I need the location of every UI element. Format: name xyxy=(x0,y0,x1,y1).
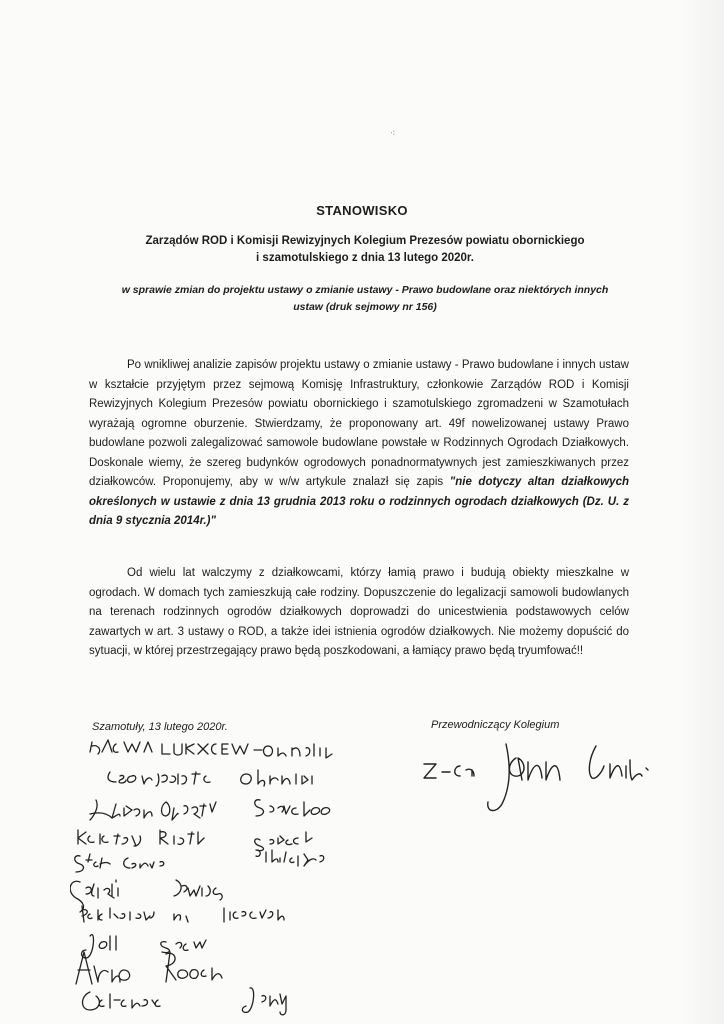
paragraph-1-text: Po wnikliwej analizie zapisów projektu ustawy o zmianie ustawy - Prawo budowlane i innych ustaw w kształcie przyjętym przez sejmową Komisję Infrastruktury, członkowie Zarządów ROD i Komisji Rewizyjnych Kolegium Prezesów powiatu obornickiego i szamotulskiego zgromadzeni w Szamotułach wyrażają ogromne oburzenie. Stwierdzamy, że proponowany art. 49f nowelizowanej ustawy Prawo budowlane pozwoli zalegalizować samowole budowlane powstałe w Rodzinnych Ogrodach Działkowych. Doskonale wiemy, że szereg budynków ogrodowych ponadnormatywnych jest zamieszkiwanych przez działkowców. Proponujemy, aby w w/w artykule znalazł się zapis xyxy=(89,359,629,488)
paragraph-1 xyxy=(89,356,629,532)
paragraph-2-text: Od wielu lat walczymy z działkowcami, którzy łamią prawo i budują obiekty mieszkalne w ogrodach. W domach tych zamieszkują całe rodziny. Dopuszczenie do legalizacji samowoli budowlanych na terenach rodzinnych ogrodów działkowych doprowadzi do unicestwienia podstawowych celów zawartych w art. 3 ustawy o ROD, a także idei istnienia ogrodów działkowych. Nie możemy dopuścić do sytuacji, w której przestrzegający prawo będą poszkodowani, a łamiący prawo będą tryumfować!! xyxy=(89,567,629,657)
signature-line-2 xyxy=(108,770,312,786)
signature-line-4 xyxy=(78,830,312,851)
signature-line-1 xyxy=(90,740,332,758)
document-title: STANOWISKO xyxy=(316,203,408,218)
chair-signature-prefix xyxy=(424,764,474,778)
signature-line-8 xyxy=(82,935,207,958)
page-shadow xyxy=(684,0,724,1024)
signature-line-5 xyxy=(75,850,324,872)
scan-speck: ⁖ xyxy=(390,128,396,138)
subtitle-line-1: Zarządów ROD i Komisji Rewizyjnych Kolegium Prezesów powiatu obornickiego xyxy=(145,235,585,247)
paragraph-1-quote: "nie dotyczy altan działkowych określonych w ustawie z dnia 13 grudnia 2013 roku o rodzinnych ogrodach działkowych (Dz. U. z dnia 9 stycznia 2014r.)" xyxy=(89,476,629,527)
document-subtitle xyxy=(110,233,620,267)
signature-line-3 xyxy=(90,800,330,820)
subtitle-line-2: i szamotulskiego z dnia 13 lutego 2020r. xyxy=(256,252,474,264)
subject-line-1: w sprawie zmian do projektu ustawy o zmianie ustawy - Prawo budowlane oraz niektórych innych xyxy=(121,284,609,296)
signature-line-6 xyxy=(70,880,222,912)
chair-label: Przewodniczący Kolegium xyxy=(431,719,560,731)
chair-signature-name xyxy=(488,744,648,811)
subject-line-2: ustaw (druk sejmowy nr 156) xyxy=(293,301,437,313)
place-date: Szamotuły, 13 lutego 2020r. xyxy=(92,721,228,733)
signature-line-10 xyxy=(83,988,287,1015)
signature-line-7 xyxy=(82,906,284,922)
handwritten-signatures xyxy=(70,738,370,1018)
signature-line-9 xyxy=(76,952,222,984)
paragraph-2 xyxy=(89,564,629,662)
document-subject xyxy=(110,282,620,316)
chair-signature xyxy=(420,738,700,828)
